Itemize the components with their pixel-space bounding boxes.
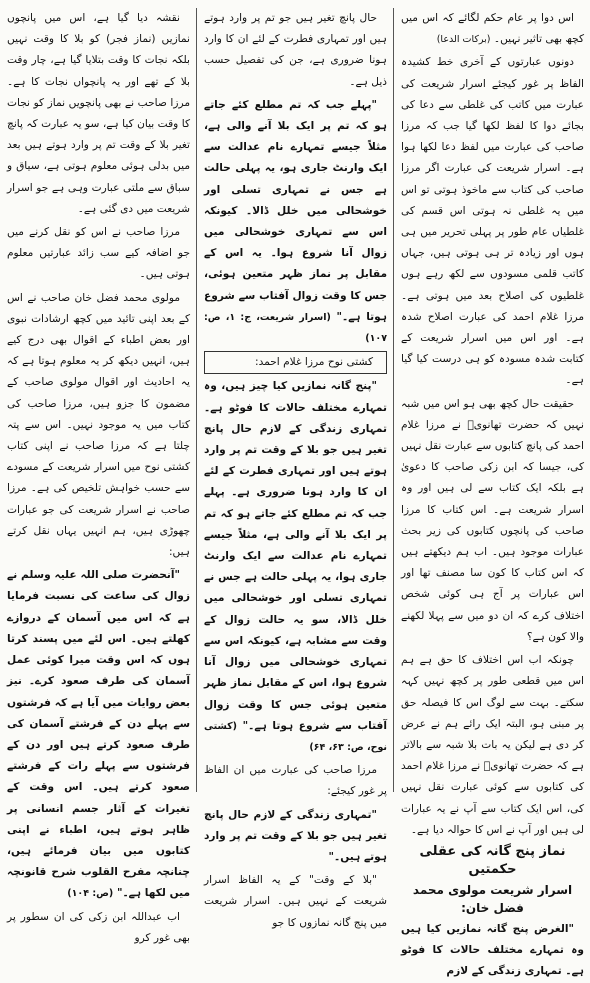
citation: (کشتی نوح، ص: ۶۳، ۶۴) — [204, 720, 387, 753]
quote-paragraph — [204, 376, 387, 758]
quote-paragraph: "الغرض پنج گانہ نمازیں کیا ہیں وہ تمہارے مختلف حالات کا فوٹو ہے۔ تمہاری زندگی کے لازم — [401, 922, 584, 978]
paragraph: مرزا صاحب کی عبارت میں ان الفاظ پر غور کیجئے: — [204, 764, 387, 798]
quote-paragraph — [7, 565, 190, 904]
paragraph: "بلا کے وقت" کے یہ الفاظ اسرار شریعت کے نہیں ہیں۔ اسرار شریعت میں پنج گانہ نمازوں کا جو — [204, 874, 387, 929]
source-label: کشتی نوح مرزا غلام احمد: — [204, 351, 387, 374]
paragraph: چونکہ اب اس اختلاف کا حق ہے ہم اس میں قطعی طور پر کچھ نہیں کہہ سکتے۔ بہت سے لوگ اس کا فیصلہ حق پر مبنی ہو، البتہ ایک رائے ہم نے عرض کر دی ہے لیکن یہ بات بلا شبہ سے بالاتر ہے کہ حضرت تھانویؒ نے مرزا غلام احمد کی کتابوں سے کوئی عبارت نقل نہیں کی، اس ایک کتاب سے آپ نے یہ عبارات لی ہیں اور آپ نے اس کا حوالہ دیا ہے۔ — [401, 654, 584, 836]
text-column-right — [401, 8, 584, 978]
paragraph: اب عبداللہ ابن زکی کی ان سطور پر بھی غور کرو — [7, 910, 190, 944]
paragraph: مرزا صاحب نے اس کو نقل کرنے میں جو اضافہ کیے سب زائد عبارتیں معلوم ہوتی ہیں۔ — [7, 226, 190, 281]
paragraph: مولوی محمد فضل خان صاحب نے اس کے بعد اپنی تائید میں کچھ ارشادات نبوی اور بعض اطباء کے اقوال بھی درج کیے ہیں، انہیں دیکھ کر یہ معلوم ہوتا ہے کہ یہ احادیث اور اقوال مولوی صاحب کے مضمون کا جزو ہیں، مرزا صاحب کی کتاب میں یہ موجود نہیں۔ اس سے پتہ چلتا ہے کہ مرزا صاحب نے اپنی کتاب کشتی نوح میں اسرار شریعت کے مسودے سے حسب خواہش تلخیص کی ہے۔ مرزا صاحب نے اسرار شریعت کی جو عبارات چھوڑی ہیں، ہم انہیں یہاں نقل کرتے ہیں: — [7, 291, 190, 559]
column-divider — [196, 8, 197, 792]
paragraph — [401, 8, 584, 50]
text-column-left — [7, 8, 190, 944]
column-divider — [393, 8, 394, 792]
quote-text: "پہلے جب کہ تم مطلع کئے جاتے ہو کہ تم پر ایک بلا آنے والی ہے، مثلاً جیسے تمہارے نام عدالت سے ایک وارنٹ جاری ہو، یہ پہلی حالت ہے جس نے تمہاری تسلی اور خوشحالی میں خلل ڈالا۔ کیونکہ اس سے تمہاری خوشحالی میں زوال آنا شروع ہوا۔ یہ اس کے مقابل پر نماز ظہر متعین ہوئی، جس کا وقت زوال آفتاب سے شروع ہوتا ہے۔" — [204, 98, 387, 323]
text-column-middle — [204, 8, 387, 929]
citation: (اسرار شریعت، ج: ۱، ص: ۱۰۷) — [204, 311, 387, 345]
citation: (برکات الدعا) — [436, 34, 491, 46]
paragraph: حقیقت حال کچھ بھی ہو اس میں شبہ نہیں کہ حضرت تھانویؒ نے مرزا غلام احمد کی پانچ کتابوں سے عبارت نقل نہیں کی، جیسا کہ ابن زکی صاحب کا دعویٰ ہے بلکہ ایک کتاب سے لی ہیں اور وہ اسرار شریعت ہے۔ اس کتاب کا مرزا صاحب کی پانچوں کتابوں کی زیر بحث عبارات موجود ہیں۔ اب ہم دیکھتے ہیں کہ اس کتاب کا کون سا مصنف تھا اور اس عبارات پر آج ہی کوئی شخص اختلاف کرے کہ ان دو میں سے پہلا لکھنے والا کون ہے؟ — [401, 397, 584, 643]
paragraph: حال پانچ تغیر ہیں جو تم پر وارد ہوتے ہیں اور تمہاری فطرت کے لئے ان کا وارد ہونا ضروری ہے، جن کی تفصیل حسب ذیل ہے۔ — [204, 12, 387, 88]
quote-paragraph — [204, 95, 387, 349]
paragraph: دونوں عبارتوں کے آخری خط کشیدہ الفاظ پر غور کیجئے اسرار شریعت کی عبارت میں کاتب کی غلطی سے دعا کی بجائے دوا کا لفظ لکھا گیا جب کہ مرزا صاحب کی عبارت میں لفظ دعا لکھا ہوا ہے۔ اسرار شریعت کی عبارت اگر مرزا صاحب کی کتاب سے ماخوذ ہوتی تو اس میں یہ غلطی نہ ہوتی اس قسم کی غلطیاں عام طور پر پہلی تحریر میں ہی ہوں اور زیادہ تر ہی ہوتی ہیں، جہاں کاتب قلمی مسودوں سے لکھ رہے ہوں غلطیوں کی اصلاح بعد میں ہوتی ہے۔ مرزا غلام احمد کی عبارت اصلاح شدہ ہے۔ اور اس میں اسرار شریعت کے کتابت شدہ مسودہ کو ہی درست کیا گیا ہے۔ — [401, 56, 584, 387]
quote-paragraph: "تمہاری زندگی کے لازم حال پانچ تغیر ہیں جو بلا کے وقت تم پر وارد ہوتے ہیں۔" — [204, 808, 387, 863]
section-heading: نماز پنج گانہ کی عقلی حکمتیں — [419, 843, 566, 877]
section-subheading: اسرار شریعت مولوی محمد فضل خان: — [412, 882, 573, 915]
paragraph: نقشہ دیا گیا ہے، اس میں پانچوں نمازیں (نماز فجر) کو بلا کا وقت نہیں بلکہ نجات کا وقت بتلایا گیا ہے، چار وقت بلا کے تھے اور یہ پانچواں نجات کا ہے۔ مرزا صاحب نے بھی پانچویں نماز کو نجات کا وقت بیان کیا ہے، سو یہ عبارت کہ پانچ تغیر بلا کے وقت تم پر وارد ہوتے ہیں بعد میں بدلی ہوئی معلوم ہوتی ہے، سیاق و سباق سے ملتی عبارت وہی ہے جو اسرار شریعت میں دی گئی ہے۔ — [7, 12, 190, 215]
quote-text: "پنج گانہ نمازیں کیا چیز ہیں، وہ تمہارے مختلف حالات کا فوٹو ہے۔ تمہاری زندگی کے لازم حال پانچ تغیر ہیں جو بلا کے وقت تم پر وارد ہوتے ہیں اور تمہاری فطرت کے لئے ان کا وارد ہونا ضروری ہے۔ پہلے جب کہ تم مطلع کئے جاتے ہو کہ تم پر ایک بلا آنے والی ہے، مثلاً جیسے تمہارے نام عدالت سے ایک وارنٹ جاری ہوا، یہ پہلی حالت ہے جس نے تمہاری تسلی اور خوشحالی میں خلل ڈالا، سو یہ حالت زوال کے وقت سے مشابہ ہے، کیونکہ اس سے تمہاری خوشحالی میں زوال آنا شروع ہوا، اس کے مقابل نماز ظہر متعین ہوئی جس کا وقت زوال آفتاب سے شروع ہوتا ہے۔" — [204, 380, 387, 732]
quote-text: "آنحضرت صلی اللہ علیہ وسلم نے زوال کی ساعت کی نسبت فرمایا ہے کہ اس میں آسمان کے دروازے کھلتے ہیں۔ اس لئے میں پسند کرتا ہوں کہ اس وقت میرا کوئی عمل آسمان کی طرف صعود کرے۔ نیز بعض روایات میں آیا ہے کہ فرشتوں سے پہلے دن کے فرشتے آسمان کی طرف صعود کرتے ہیں اور دن کے فرشتوں سے پہلے رات کے فرشتے صعود کرتے ہیں۔ اس وقت کے تغیرات کے آثار جسم انسانی پر ظاہر ہوتے ہیں، اطباء نے اپنی کتابوں میں بیان فرمائے ہیں، چنانچہ مفرح القلوب شرح قانونچہ میں لکھا ہے۔" — [7, 569, 190, 900]
paragraph-text: اس دوا پر عام حکم لگائے کہ اس میں کچھ بھی تاثیر نہیں۔ — [401, 12, 584, 46]
citation: (ص: ۱۰۴) — [67, 888, 114, 900]
